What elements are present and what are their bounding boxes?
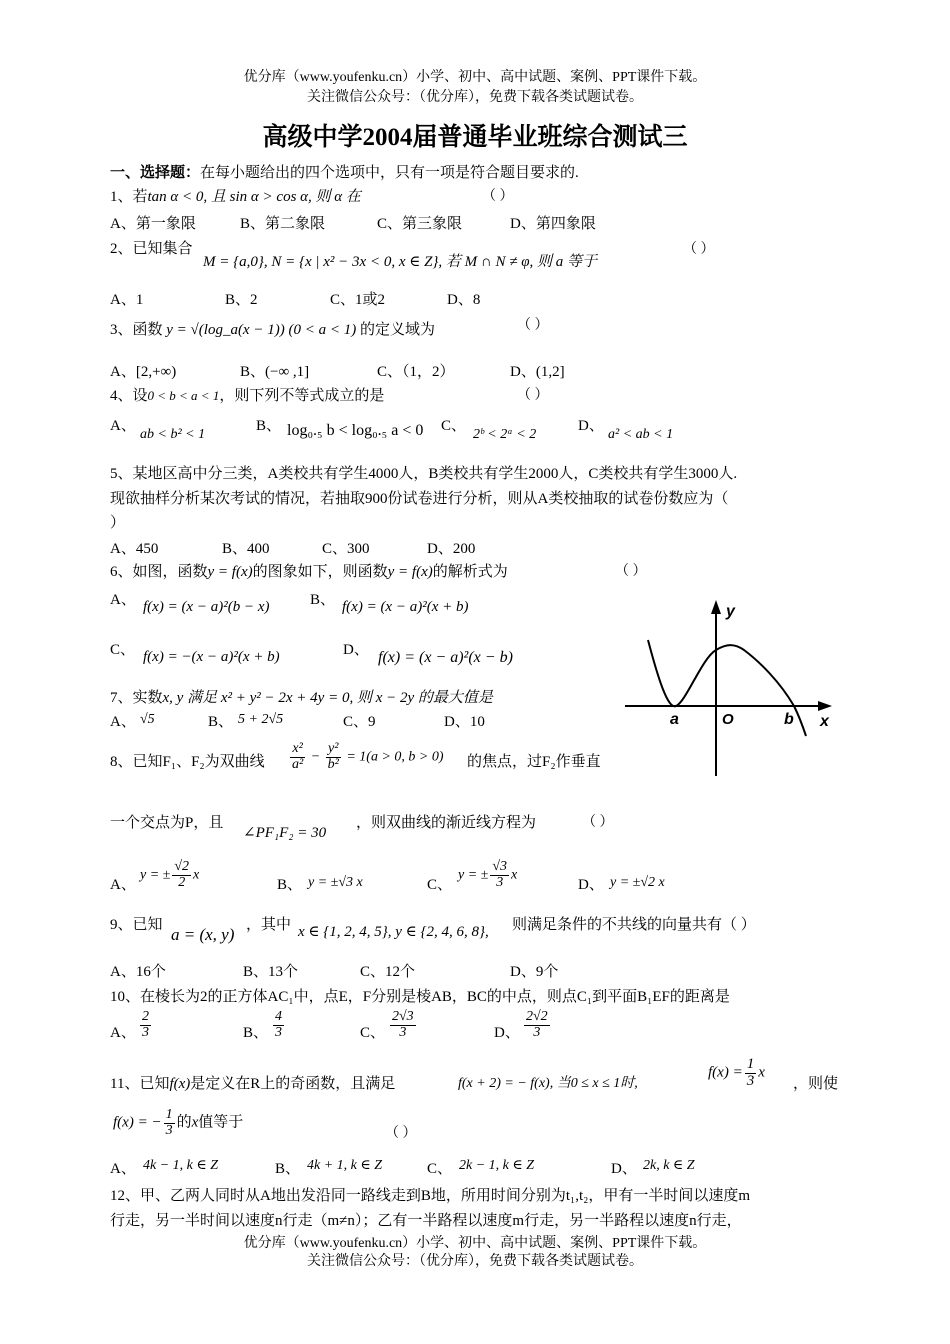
q11-expr-c: 2k − 1, k ∈ Z [459, 1158, 535, 1173]
q7-option-a: A、 [110, 714, 136, 730]
q10-frac-c-den: 3 [399, 1024, 407, 1040]
q2-option-b: B、2 [225, 292, 258, 308]
q11-l2-tail: 值等于 [198, 1114, 244, 1131]
q11-option-c: C、 [427, 1161, 453, 1177]
q8-a2: a² [292, 756, 304, 772]
q1-option-d: D、第四象限 [510, 216, 596, 232]
q8-option-c: C、 [427, 877, 453, 893]
q11-option-d: D、 [611, 1161, 637, 1177]
q8-expr-a: y = ± $\frac{√2}{2}$ x [140, 859, 200, 890]
q1-option-a: A、第一象限 [110, 216, 196, 232]
q2-condition: M = {a,0}, N = {x | x² − 3x < 0, x ∈ Z}, 若 M ∩ N ≠ φ, 则 a 等于 [203, 254, 598, 270]
q10-frac-a [138, 1010, 153, 1040]
question-3 [110, 314, 435, 339]
q5-option-d: D、200 [427, 541, 476, 557]
q10-text: 10、在棱长为2的正方体AC₁中，点E，F分别是棱AB，BC的中点，则点C₁到平面B₁EF的距离是 [110, 989, 730, 1005]
q1-num: 1、若 [110, 189, 148, 205]
q3-answer-paren: （ ） [517, 318, 549, 333]
q8-line2-b: ，则双曲线的渐近线方程为 [356, 815, 537, 831]
q6-mid: 的图象如下，则函数 [252, 564, 388, 580]
q1-answer-paren: （ ） [482, 189, 514, 204]
section-label: 一、选择题： [110, 165, 201, 181]
q1-option-b: B、第二象限 [240, 216, 326, 232]
q10-frac-b-den: 3 [275, 1024, 282, 1040]
q7-option-b: B、 [208, 714, 234, 730]
q6-expr-a: f(x) = (x − a)²(b − x) [143, 599, 270, 615]
q11-x: x [758, 1064, 765, 1081]
q7-condition: x, y 满足 x² + y² − 2x + 4y = 0, 则 x − 2y 的最大值是 [162, 690, 493, 706]
footer-line-2: 关注微信公众号：（优分库），免费下载各类试题试卷。 [307, 1254, 643, 1269]
q5-option-c: C、300 [322, 541, 370, 557]
q3-function: y = √(log_a(x − 1)) (0 < a < 1) [166, 322, 357, 338]
q10-frac-c [388, 1010, 418, 1040]
q5-line-2: 现欲抽样分析某次考试的情况，若抽取900份试卷进行分析，则从A类校抽取的试卷份数应为（ [110, 491, 729, 507]
q10-option-b: B、 [243, 1025, 269, 1041]
q8-option-a: A、 [110, 877, 136, 893]
q4-expr-a: ab < b² < 1 [140, 427, 206, 442]
q10-frac-a-den: 3 [142, 1024, 149, 1040]
q4-answer-paren: （ ） [517, 388, 549, 403]
q8-frac-c-den: 3 [496, 874, 504, 890]
q11-frac-num: 1 [746, 1056, 755, 1072]
q8-equation: $\frac{\text{x²}}{\text{a²}}$ − $\frac{\text{y²}}{\text{b²}}$ = 1(a > 0, b > 0) [292, 741, 444, 772]
q12-line-1: 12、甲、乙两人同时从A地出发沿同一路线走到B地，所用时间分别为t₁,t₂，甲有一半时间以速度m [110, 1188, 751, 1204]
q6-expr-d: f(x) = (x − a)²(x − b) [378, 649, 513, 666]
q10-option-c: C、 [360, 1025, 386, 1041]
q4-expr-d: a² < ab < 1 [608, 427, 674, 442]
origin-label: O [722, 711, 734, 728]
q8-expr-c-prefix: y = ± [458, 867, 489, 883]
q8-tail: 的焦点，过F₂作垂直 [467, 754, 601, 770]
q6-option-c: C、 [110, 642, 136, 658]
q4-condition: 0 < b < a < 1 [147, 388, 220, 403]
q1-option-c: C、第三象限 [377, 216, 463, 232]
q11-frac-den: 3 [746, 1072, 755, 1089]
q6-func-1: y = f(x) [207, 564, 253, 580]
q8-expr-b: y = ±√3 x [308, 875, 363, 890]
q2-answer-paren: （ ） [683, 242, 715, 257]
q9-mid: ，其中 [246, 917, 292, 933]
q8-frac-c-num: √3 [492, 859, 508, 874]
q3-num: 3、函数 [110, 322, 163, 338]
header-line-2: 关注微信公众号：（优分库），免费下载各类试题试卷。 [307, 90, 643, 105]
q7-expr-a: √5 [140, 712, 155, 727]
q10-frac-d [522, 1010, 552, 1040]
q4-expr-b: log₀.₅ b < log₀.₅ a < 0 [287, 422, 424, 439]
q1-condition: tan α < 0, 且 sin α > cos α, 则 α 在 [147, 189, 361, 205]
q7-option-d: D、10 [444, 714, 485, 730]
q11-expr-b: 4k + 1, k ∈ Z [307, 1158, 383, 1173]
q5-option-a: A、450 [110, 541, 159, 557]
q2-num: 2、已知集合 [110, 241, 193, 257]
section-heading [110, 161, 579, 182]
q11-l2-fx: f(x) = − [113, 1114, 162, 1131]
page-title: 高级中学2004届普通毕业班综合测试三 [262, 124, 688, 151]
x-axis-arrow [818, 701, 832, 711]
q10-frac-b [271, 1010, 286, 1040]
x-label: x [820, 713, 829, 730]
q6-option-a: A、 [110, 592, 136, 608]
q10-frac-c-num: 2√3 [392, 1009, 414, 1024]
q11-fx2: f(x) = [708, 1064, 743, 1081]
q5-option-b: B、400 [222, 541, 270, 557]
q11-num: 11、已知 [110, 1076, 170, 1092]
q9-option-a: A、16个 [110, 964, 166, 980]
q4-expr-c: 2ᵇ < 2ᵃ < 2 [473, 427, 537, 442]
q8-frac-a-den: 2 [178, 874, 186, 890]
q9-option-d: D、9个 [510, 964, 559, 980]
question-4 [110, 384, 384, 405]
q10-option-a: A、 [110, 1025, 136, 1041]
q2-option-a: A、1 [110, 292, 144, 308]
q8-expr-c: y = ± $\frac{√3}{3}$ x [458, 859, 518, 890]
q9-vector: a = (x, y) [171, 925, 235, 944]
q11-fx: f(x) [169, 1076, 191, 1092]
q11-line2 [113, 1108, 243, 1138]
a-label: a [670, 711, 679, 728]
b-label: b [784, 711, 794, 728]
q4-option-d: D、 [578, 418, 604, 434]
q6-expr-c: f(x) = −(x − a)²(x + b) [143, 649, 280, 665]
q8-option-d: D、 [578, 877, 604, 893]
q5-line-3: ） [110, 515, 126, 531]
q10-frac-d-den: 3 [533, 1024, 541, 1040]
q11-l2-x: x [191, 1114, 199, 1131]
q6-num: 6、如图，函数 [110, 564, 208, 580]
q4-option-b: B、 [256, 418, 282, 434]
section-desc: 在每小题给出的四个选项中，只有一项是符合题目要求的. [200, 165, 579, 181]
q2-option-c: C、1或2 [330, 292, 386, 308]
q8-x2: x² [290, 742, 305, 758]
q2-option-d: D、8 [447, 292, 481, 308]
q11-l2-frac-num: 1 [165, 1107, 173, 1122]
q8-line2-a: 一个交点为P，且 [110, 815, 224, 831]
q6-option-b: B、 [310, 592, 336, 608]
q11-option-b: B、 [275, 1161, 301, 1177]
y-axis-arrow [711, 600, 721, 614]
q5-line-1: 5、某地区高中分三类，A类校共有学生4000人，B类校共有学生2000人，C类校共有学生3000人. [110, 466, 738, 482]
q10-frac-a-num: 2 [142, 1009, 149, 1024]
q4-num: 4、设 [110, 388, 148, 404]
q6-answer-paren: （ ） [615, 564, 647, 579]
q10-frac-b-num: 4 [275, 1009, 282, 1024]
q3-option-a: A、[2,+∞) [110, 364, 177, 380]
q11-expr-a: 4k − 1, k ∈ Z [143, 1158, 219, 1173]
q11-answer-paren: （ ） [385, 1126, 417, 1141]
q6-expr-b: f(x) = (x − a)²(x + b) [342, 599, 469, 615]
q11-mid: 是定义在R上的奇函数，且满足 [190, 1076, 396, 1092]
question-7 [110, 686, 493, 707]
q12-line-2: 行走，另一半时间以速度n行走（m≠n）；乙有一半路程以速度m行走，另一半路程以速度n行走， [110, 1213, 742, 1229]
q3-option-c: C、（1，2） [377, 364, 455, 380]
q11-condition: f(x + 2) = − f(x), 当0 ≤ x ≤ 1时, [458, 1076, 638, 1091]
q8-answer-paren: （ ） [582, 815, 614, 830]
q8-angle: ∠PF₁F₂ = 30 [243, 825, 327, 841]
q9-sets: x ∈ {1, 2, 4, 5}, y ∈ {2, 4, 6, 8}, [298, 924, 489, 940]
q7-option-c: C、9 [343, 714, 376, 730]
q8-y2: y² [326, 742, 341, 758]
q11-def [708, 1057, 765, 1090]
q8-expr-a-prefix: y = ± [140, 867, 171, 883]
q8-frac-a-num: √2 [174, 859, 190, 874]
q6-option-d: D、 [343, 642, 369, 658]
q4-option-a: A、 [110, 418, 136, 434]
q4-tail: ，则下列不等式成立的是 [219, 388, 385, 404]
q6-func-2: y = f(x) [387, 564, 433, 580]
q9-tail: 则满足条件的不共线的向量共有（ ） [512, 917, 756, 933]
q3-tail: 的定义域为 [359, 322, 435, 338]
q7-expr-b: 5 + 2√5 [238, 712, 284, 727]
q9-option-c: C、12个 [360, 964, 416, 980]
question-1 [110, 185, 361, 206]
q3-option-d: D、(1,2] [510, 364, 565, 380]
q8-eq-tail: = 1(a > 0, b > 0) [342, 749, 444, 765]
q11-expr-d: 2k, k ∈ Z [643, 1158, 695, 1173]
y-label: y [726, 603, 735, 620]
footer-line-1: 优分库（www.youfenku.cn）小学、初中、高中试题、案例、PPT课件下载。 [243, 1236, 707, 1251]
q8-option-b: B、 [277, 877, 303, 893]
q8-expr-d: y = ±√2 x [610, 875, 665, 890]
q9-option-b: B、13个 [243, 964, 299, 980]
q11-option-a: A、 [110, 1161, 136, 1177]
q7-num: 7、实数 [110, 690, 163, 706]
q9-num: 9、已知 [110, 917, 163, 933]
question-11 [110, 1072, 395, 1093]
q11-tail: ，则使 [793, 1076, 839, 1092]
q8-b2: b² [327, 756, 339, 772]
q11-l2-frac-den: 3 [165, 1122, 173, 1138]
q4-option-c: C、 [441, 418, 467, 434]
q8-num: 8、已知F₁、F₂为双曲线 [110, 754, 265, 770]
q10-frac-d-num: 2√2 [526, 1009, 548, 1024]
q11-l2-de: 的 [176, 1114, 192, 1131]
q6-tail: 的解析式为 [432, 564, 508, 580]
question-6 [110, 560, 508, 581]
q10-option-d: D、 [494, 1025, 520, 1041]
q3-option-b: B、(−∞ ,1] [240, 364, 310, 380]
function-graph [620, 598, 840, 782]
header-line-1: 优分库（www.youfenku.cn）小学、初中、高中试题、案例、PPT课件下载。 [243, 70, 707, 85]
